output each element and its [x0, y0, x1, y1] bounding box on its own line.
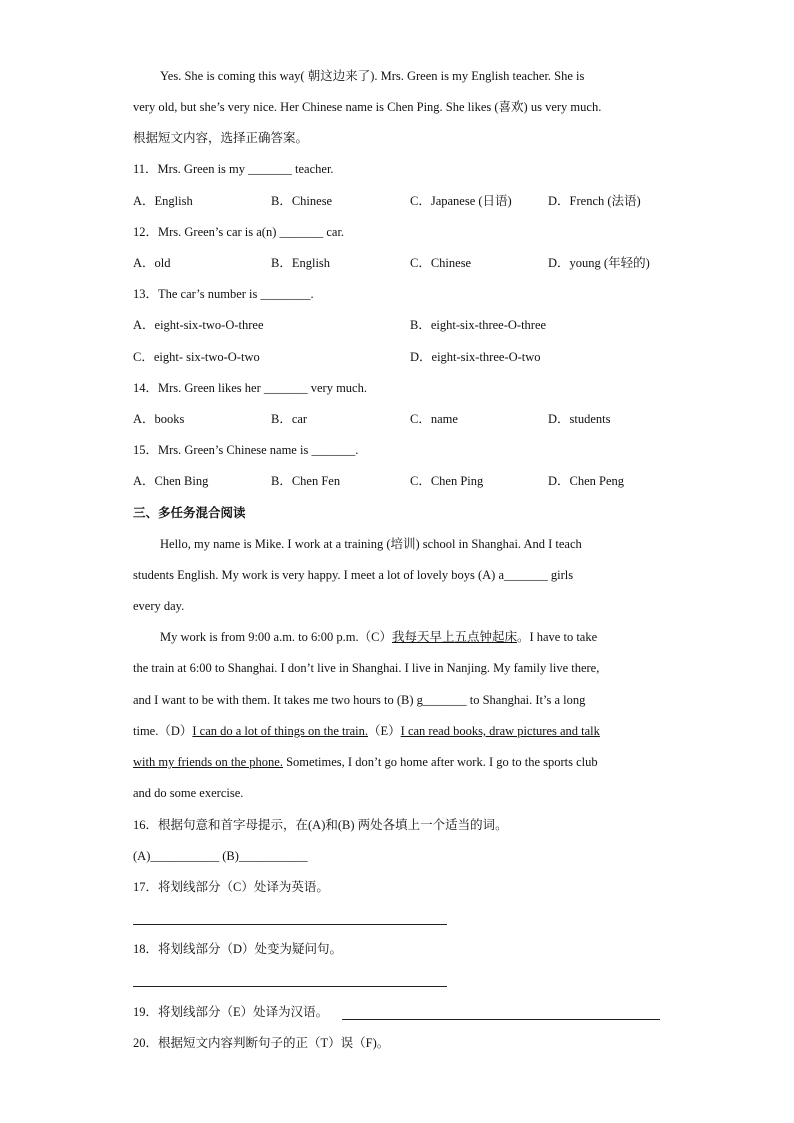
question-stem: 14．Mrs. Green likes her _______ very much.	[133, 381, 367, 395]
option-c: C．eight- six-two-O-two	[133, 350, 260, 364]
option-a: A．English	[133, 194, 193, 208]
passage-text: （E）	[368, 724, 401, 738]
question-stem: 13．The car’s number is ________.	[133, 287, 314, 301]
passage-line	[133, 754, 598, 770]
instruction-text: 根据短文内容，选择正确答案。	[133, 131, 309, 145]
option-d: D．young (年轻的)	[548, 256, 650, 270]
question-20: 20．根据短文内容判断句子的正（T）误（F)。	[133, 1036, 390, 1050]
underlined-part-c: 我每天早上五点钟起床	[391, 630, 517, 644]
option-a: A．old	[133, 256, 171, 270]
question-19: 19．将划线部分（E）处译为汉语。	[133, 1005, 329, 1019]
option-c: C．Chinese	[410, 256, 472, 270]
answer-line-19	[342, 1019, 660, 1020]
option-d: D．Chen Peng	[548, 474, 625, 488]
option-b: B．English	[271, 256, 331, 270]
question-stem: 11．Mrs. Green is my _______ teacher.	[133, 162, 334, 176]
question-18: 18．将划线部分（D）处变为疑问句。	[133, 942, 343, 956]
question-16: 16．根据句意和首字母提示，在(A)和(B) 两处各填上一个适当的词。	[133, 818, 508, 832]
question-stem: 12．Mrs. Green’s car is a(n) _______ car.	[133, 225, 345, 239]
passage-text: Sometimes, I don’t go home after work. I go to the sports club	[282, 755, 598, 769]
answer-blanks-16: (A)___________ (B)___________	[133, 849, 308, 863]
answer-line-17	[133, 924, 447, 925]
passage-line	[160, 629, 597, 645]
passage-line: Yes. She is coming this way( 朝这边来了). Mrs. Green is my English teacher. She is	[160, 69, 585, 83]
question-17: 17．将划线部分（C）处译为英语。	[133, 880, 329, 894]
passage-line: very old, but she’s very nice. Her Chinese name is Chen Ping. She likes (喜欢) us very much.	[133, 100, 602, 114]
option-d: D．eight-six-three-O-two	[410, 350, 541, 364]
option-a: A．eight-six-two-O-three	[133, 318, 264, 332]
answer-line-18	[133, 986, 447, 987]
passage-text: time.（D）	[133, 724, 193, 738]
passage-line: Hello, my name is Mike. I work at a training (培训) school in Shanghai. And I teach	[160, 537, 582, 551]
option-b: B．Chen Fen	[271, 474, 341, 488]
underlined-part-e: I can read books, draw pictures and talk	[400, 724, 600, 738]
option-a: A．books	[133, 412, 185, 426]
passage-line: and do some exercise.	[133, 786, 244, 800]
option-c: C．name	[410, 412, 458, 426]
option-b: B．Chinese	[271, 194, 333, 208]
option-c: C．Chen Ping	[410, 474, 484, 488]
option-d: D．French (法语)	[548, 194, 641, 208]
option-c: C．Japanese (日语)	[410, 194, 512, 208]
underlined-part-e-cont: with my friends on the phone.	[133, 755, 283, 769]
option-d: D．students	[548, 412, 611, 426]
question-stem: 15．Mrs. Green’s Chinese name is _______.	[133, 443, 359, 457]
section-heading: 三、多任务混合阅读	[133, 505, 246, 520]
underlined-part-d: I can do a lot of things on the train.	[192, 724, 369, 738]
passage-line: every day.	[133, 599, 185, 613]
option-b: B．car	[271, 412, 308, 426]
passage-text: 。I have to take	[516, 630, 598, 644]
passage-line: and I want to be with them. It takes me two hours to (B) g_______ to Shanghai. It’s a long	[133, 693, 586, 707]
option-a: A．Chen Bing	[133, 474, 209, 488]
passage-text: My work is from 9:00 a.m. to 6:00 p.m.（C）	[160, 630, 392, 644]
passage-line: the train at 6:00 to Shanghai. I don’t live in Shanghai. I live in Nanjing. My family live there,	[133, 661, 600, 675]
option-b: B．eight-six-three-O-three	[410, 318, 547, 332]
passage-line: students English. My work is very happy. I meet a lot of lovely boys (A) a_______ girls	[133, 568, 574, 582]
passage-line	[133, 723, 600, 739]
